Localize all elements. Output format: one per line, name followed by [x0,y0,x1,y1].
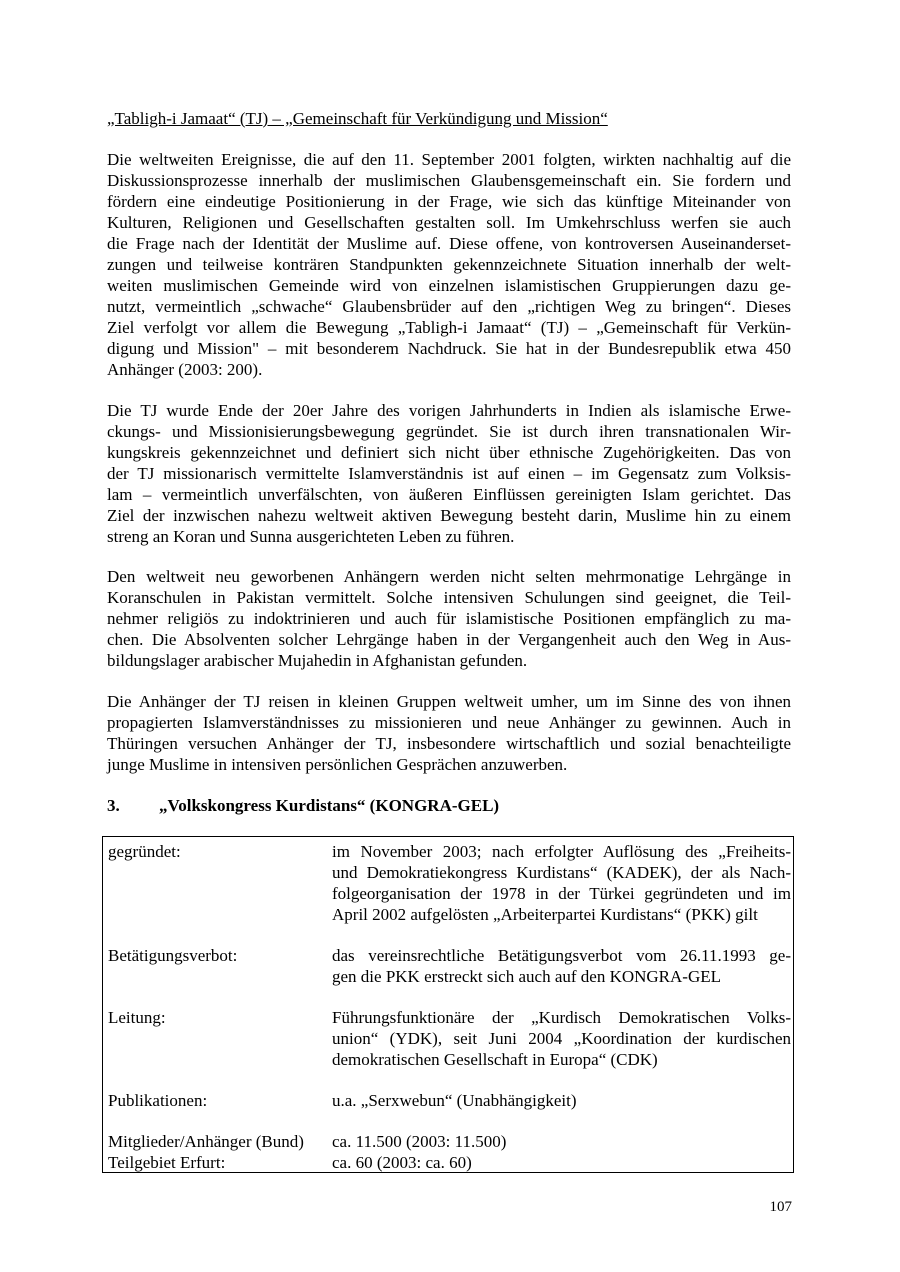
info-value [332,945,791,987]
text-line: zungen und teilweise konträren Standpunkten gekennzeichnete Situation innerhalb der welt- [107,255,791,274]
paragraph-3 [107,566,791,671]
text-line: fördern eine eindeutige Positionierung in der Frage, wie sich das künftige Miteinander von [107,192,791,211]
text-line: junge Muslime in intensiven persönlichen Gesprächen anzuwerben. [107,755,568,774]
info-value [332,1090,791,1111]
page-number: 107 [769,1199,792,1215]
text-line: Die Anhänger der TJ reisen in kleinen Gruppen weltweit umher, um im Sinne des von ihnen [107,692,791,711]
info-label: Publikationen: [108,1091,208,1110]
text-line: der TJ missionarisch vermittelte Islamverständnis ist auf einen – im Gegensatz zum Volksis- [107,464,791,483]
text-line: Thüringen versuchen Anhänger der TJ, insbesondere wirtschaftlich und sozial benachteiligte [107,734,791,753]
text-line: Koranschulen in Pakistan vermittelt. Solche intensiven Schulungen sind geeignet, die Teil- [107,588,791,607]
info-table [102,836,794,1173]
text-line: und Demokratiekongress Kurdistans“ (KADEK), der als Nach- [332,863,791,882]
text-line: Die weltweiten Ereignisse, die auf den 11. September 2001 folgten, wirkten nachhaltig auf die [107,150,791,169]
text-line: folgeorganisation der 1978 in der Türkei gegründeten und im [332,884,791,903]
text-line: union“ (YDK), seit Juni 2004 „Koordination der kurdischen [332,1029,791,1048]
text-line: Diskussionsprozesse innerhalb der muslimischen Glaubensgemeinschaft ein. Sie fordern und [107,171,791,190]
info-label: Mitglieder/Anhänger (Bund) [108,1132,304,1151]
text-line: gen die PKK erstreckt sich auch auf den KONGRA-GEL [332,967,721,986]
info-value [332,1131,791,1152]
text-line: propagierten Islamverständnisses zu missionieren und neue Anhänger zu gewinnen. Auch in [107,713,791,732]
text-line: Führungsfunktionäre der „Kurdisch Demokratischen Volks- [332,1008,791,1027]
info-value [332,1152,791,1173]
text-line: Anhänger (2003: 200). [107,360,263,379]
paragraph-1 [107,149,791,380]
text-line: Ziel der inzwischen nahezu weltweit aktiven Bewegung besteht darin, Muslime hin zu einem [107,506,791,525]
text-line: demokratischen Gesellschaft in Europa“ (CDK) [332,1050,658,1069]
paragraph-4 [107,691,791,775]
text-line: im November 2003; nach erfolgter Auflösung des „Freiheits- [332,842,791,861]
text-line: weiten muslimischen Gemeinde wird von einzelnen islamistischen Gruppierungen dazu ge- [107,276,791,295]
text-line: Die TJ wurde Ende der 20er Jahre des vorigen Jahrhunderts in Indien als islamische Erwe- [107,401,791,420]
text-line: bildungslager arabischer Mujahedin in Afghanistan gefunden. [107,651,528,670]
text-line: Kulturen, Religionen und Gesellschaften gestalten soll. Im Umkehrschluss werfen sie auch [107,213,791,232]
info-label: Teilgebiet Erfurt: [108,1153,226,1172]
text-line: streng an Koran und Sunna ausgerichteten Leben zu führen. [107,527,515,546]
text-line: Den weltweit neu geworbenen Anhängern werden nicht selten mehrmonatige Lehrgänge in [107,567,791,586]
info-value [332,841,791,925]
text-line: chen. Die Absolventen solcher Lehrgänge haben in der Vergangenheit auch den Weg in Aus- [107,630,791,649]
text-line: kungskreis gekennzeichnet und definiert sich nicht über ethnische Zugehörigkeiten. Das von [107,443,791,462]
info-label: Betätigungsverbot: [108,946,238,965]
text-line: digung und Mission" – mit besonderem Nachdruck. Sie hat in der Bundesrepublik etwa 450 [107,339,791,358]
section-number: 3. [107,796,120,815]
info-label: gegründet: [108,842,181,861]
text-line: das vereinsrechtliche Betätigungsverbot vom 26.11.1993 ge- [332,946,791,965]
section-title: „Volkskongress Kurdistans“ (KONGRA-GEL) [159,796,500,815]
section-heading: „Tabligh-i Jamaat“ (TJ) – „Gemeinschaft für Verkündigung und Mission“ [107,109,608,128]
text-line: April 2002 aufgelösten „Arbeiterpartei Kurdistans“ (PKK) gilt [332,905,758,924]
text-line: Ziel verfolgt vor allem die Bewegung „Tabligh-i Jamaat“ (TJ) – „Gemeinschaft für Verkün- [107,318,791,337]
info-value [332,1007,791,1070]
text-line: ckungs- und Missionisierungsbewegung gegründet. Sie ist durch ihren transnationalen Wir- [107,422,791,441]
paragraph-2 [107,400,791,547]
text-line: u.a. „Serxwebun“ (Unabhängigkeit) [332,1091,577,1110]
text-line: die Frage nach der Identität der Muslime auf. Diese offene, von kontroversen Auseinanderset- [107,234,791,253]
section-3-heading [107,795,499,816]
text-line: nehmer religiös zu indoktrinieren und auch für islamistische Positionen empfänglich zu ma- [107,609,791,628]
text-line: ca. 11.500 (2003: 11.500) [332,1132,507,1151]
text-line: ca. 60 (2003: ca. 60) [332,1153,472,1172]
text-line: nutzt, vermeintlich „schwache“ Glaubensbrüder auf den „richtigen Weg zu bringen“. Dieses [107,297,791,316]
info-label: Leitung: [108,1008,166,1027]
text-line: lam – vermeintlich unverfälschten, von äußeren Einflüssen gereinigten Islam gerichtet. Das [107,485,791,504]
